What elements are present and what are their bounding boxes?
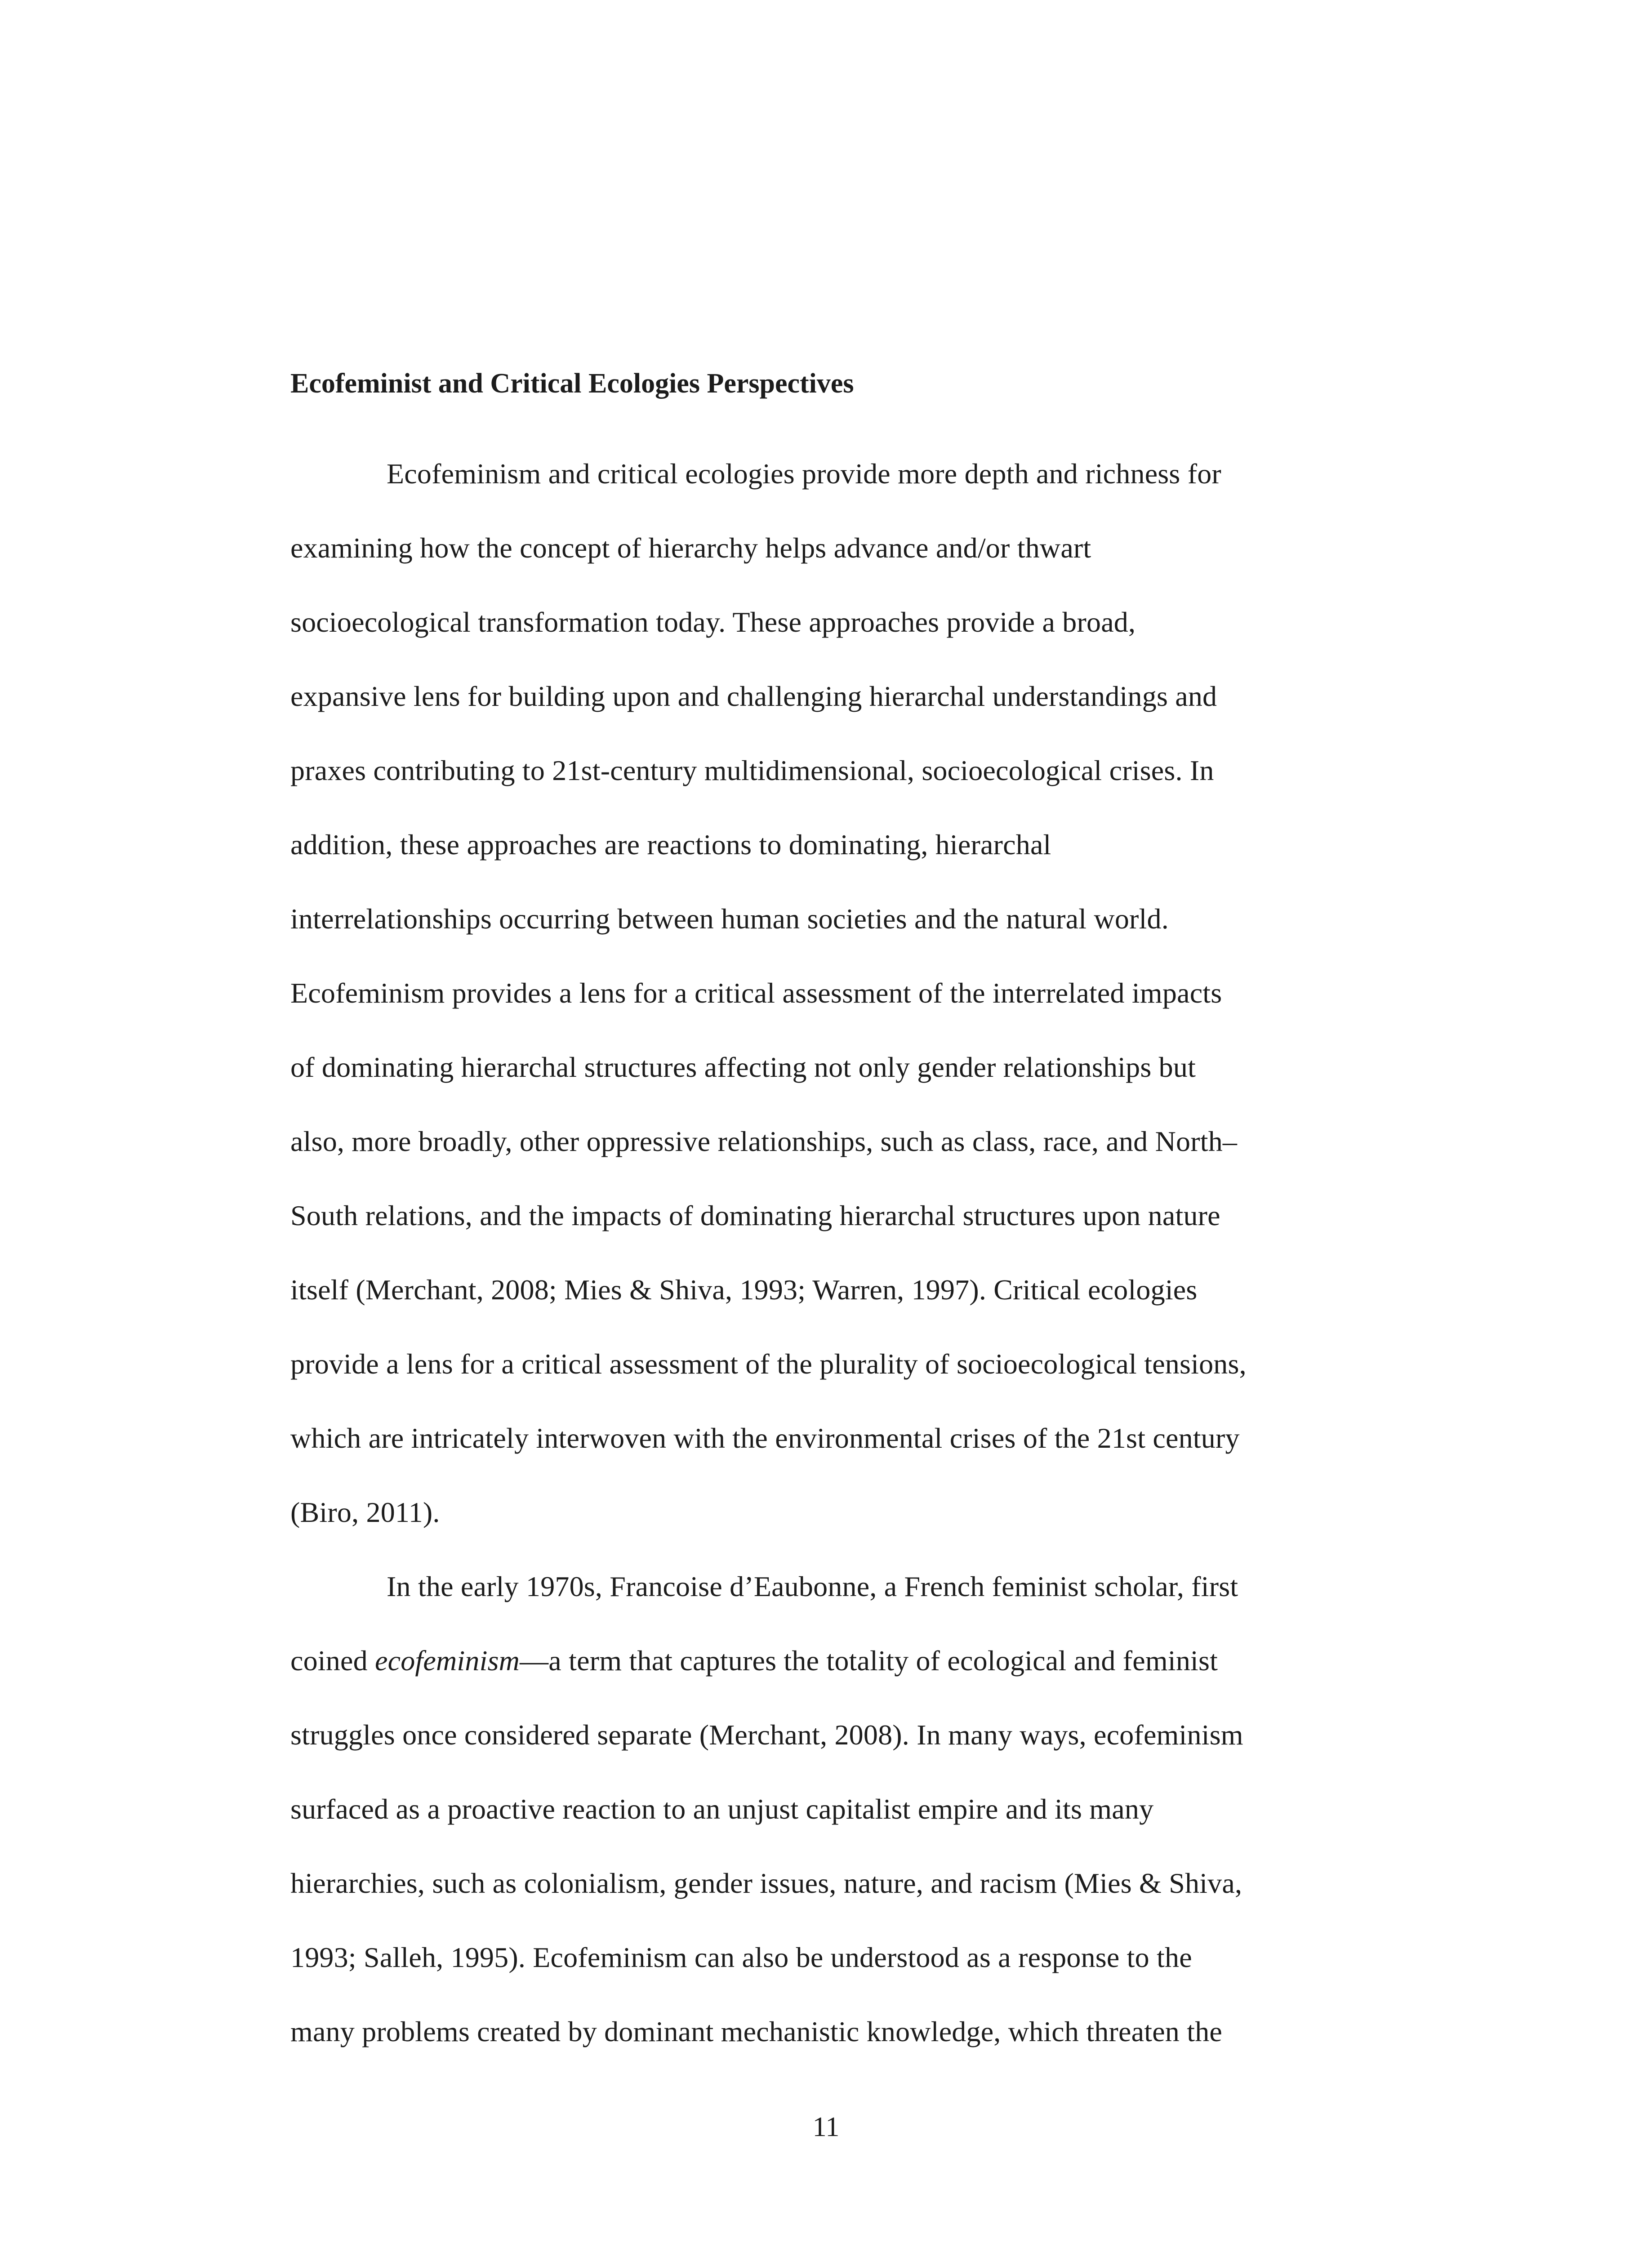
paragraph-line: socioecological transformation today. These approaches provide a broad, [290, 606, 1136, 638]
page-number: 11 [812, 2112, 840, 2142]
paragraph-line: (Biro, 2011). [290, 1496, 440, 1528]
paragraph-line: many problems created by dominant mechanistic knowledge, which threaten the [290, 2016, 1222, 2047]
paragraph-line: praxes contributing to 21st-century multidimensional, socioecological crises. In [290, 754, 1214, 786]
paragraph-line: struggles once considered separate (Merchant, 2008). In many ways, ecofeminism [290, 1719, 1243, 1751]
paragraph-line: also, more broadly, other oppressive relationships, such as class, race, and North– [290, 1125, 1238, 1157]
paragraph-line: expansive lens for building upon and challenging hierarchal understandings and [290, 680, 1217, 712]
line-suffix: —a term that captures the totality of ecological and feminist [520, 1645, 1218, 1677]
paragraph-line: South relations, and the impacts of dominating hierarchal structures upon nature [290, 1200, 1220, 1231]
italic-term: ecofeminism [375, 1645, 520, 1677]
paragraph-line: surfaced as a proactive reaction to an unjust capitalist empire and its many [290, 1793, 1154, 1825]
line-prefix: coined [290, 1645, 375, 1677]
section-heading: Ecofeminist and Critical Ecologies Perspectives [290, 368, 854, 399]
paragraph-line: interrelationships occurring between human societies and the natural world. [290, 903, 1169, 935]
paragraph-line: which are intricately interwoven with the environmental crises of the 21st century [290, 1422, 1240, 1454]
paragraph-line [290, 1646, 1218, 1675]
paragraph-line: Ecofeminism provides a lens for a critical assessment of the interrelated impacts [290, 977, 1222, 1009]
paragraph-line: of dominating hierarchal structures affecting not only gender relationships but [290, 1051, 1196, 1083]
paragraph-line: In the early 1970s, Francoise d’Eaubonne, a French feminist scholar, first [387, 1570, 1238, 1602]
paragraph-line: addition, these approaches are reactions to dominating, hierarchal [290, 829, 1051, 861]
paragraph-line: 1993; Salleh, 1995). Ecofeminism can also be understood as a response to the [290, 1941, 1192, 1973]
paragraph-line: provide a lens for a critical assessment of the plurality of socioecological tensions, [290, 1348, 1247, 1380]
paragraph-line: itself (Merchant, 2008; Mies & Shiva, 1993; Warren, 1997). Critical ecologies [290, 1274, 1198, 1306]
paragraph-line: Ecofeminism and critical ecologies provide more depth and richness for [387, 458, 1221, 490]
paragraph-line: examining how the concept of hierarchy helps advance and/or thwart [290, 532, 1091, 564]
paragraph-line: hierarchies, such as colonialism, gender issues, nature, and racism (Mies & Shiva, [290, 1867, 1242, 1899]
